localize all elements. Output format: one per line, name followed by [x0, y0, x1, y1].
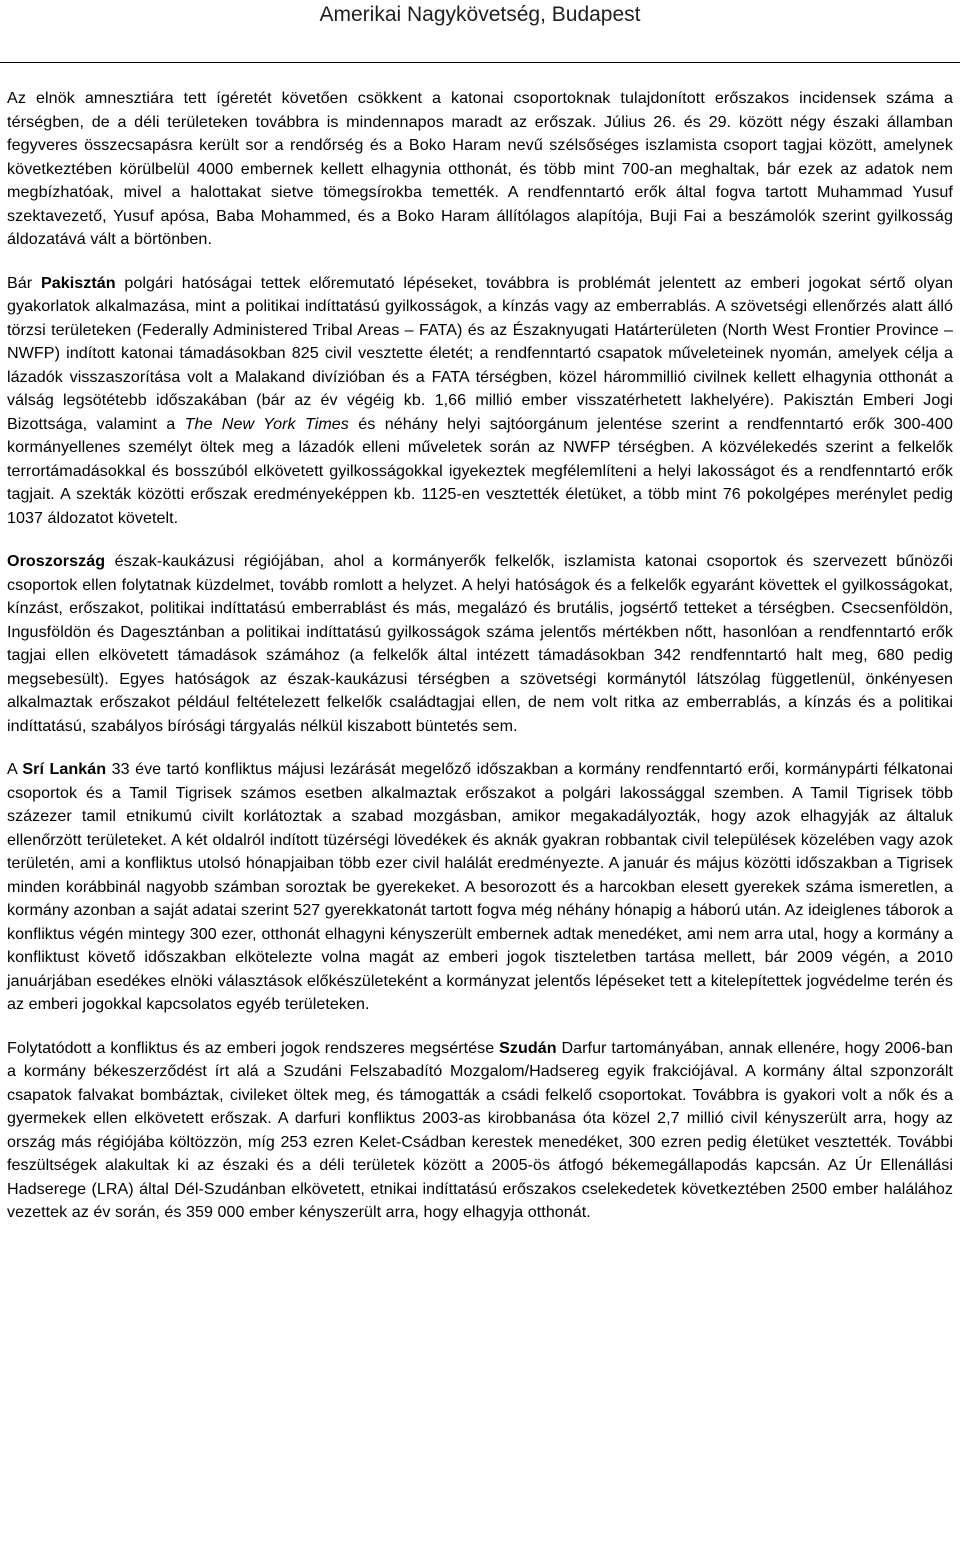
- paragraph-sudan-lead: Folytatódott a konfliktus és az emberi jogok rendszeres megsértése: [7, 1038, 500, 1057]
- paragraph-pakistan: [7, 272, 953, 531]
- paragraph-srilanka: [7, 758, 953, 1017]
- document-body: [7, 87, 953, 1245]
- paragraph-srilanka-text: 33 éve tartó konfliktus májusi lezárását megelőző időszakban a kormány rendfenntartó erői, kormánypárti félkatonai csoportok és a Tamil Tigrisek számos esetben alkalmaztak erőszakot a polgári lakossággal szemben. A Tamil Tigrisek több százezer tamil etnikumú civilt korlátoztak a szabad mozgásban, amikor megakadályozták, hogy azok elhagyják az általuk ellenőrzött területeket. A két oldalról indított tüzérségi lövedékek és aknák gyakran robbantak civil települések közelében vagy azok területén, ami a konfliktus utolsó hónapjaiban több ezer civil halálát eredményezte. A január és május közötti időszakban a Tigrisek minden korábbinál nagyobb számban soroztak be gyerekeket. A besorozott és a harcokban elesett gyerekek száma ismeretlen, a kormány azonban a saját adatai szerint 527 gyerekkatonát tartott fogva még néhány hónapig a háború után. Az ideiglenes táborok a konfliktus végén mintegy 300 ezer, otthonát elhagyni kényszerült embernek adtak menedéket, ami nem arra utal, hogy a kormány a konfliktust követő időszakban elkötelezte volna magát az emberi jogok tiszteletben tartása mellett, bár 2009 végén, a 2010 januárjában esedékes elnöki választások előkészületeként a kormányzat jelentős lépéseket tett a kitelepítettek jogvédelme terén és az emberi jogokkal kapcsolatos egyéb területeken.: [7, 760, 954, 1013]
- header-divider: [0, 62, 960, 63]
- country-name-sudan: Szudán: [499, 1038, 557, 1057]
- country-name-srilanka: Srí Lankán: [22, 760, 107, 778]
- page-header: [0, 0, 960, 64]
- paragraph-srilanka-lead: A: [7, 760, 23, 778]
- paragraph-sudan: [7, 1037, 953, 1225]
- paragraph-nigeria: [7, 87, 953, 252]
- header-title: Amerikai Nagykövetség, Budapest: [319, 3, 641, 26]
- paragraph-nigeria-text: Az elnök amnesztiára tett ígéretét követően csökkent a katonai csoportoknak tulajdonított erőszakos incidensek száma a térségben, de a déli területeken továbbra is mindennapos maradt az erőszak. Július 26. és 29. között négy északi államban fegyveres összecsapásra került sor a rendőrség és a Boko Haram nevű szélsőséges iszlamista csoport tagjai között, amelynek következtében körülbelül 4000 embernek kellett elhagynia otthonát, és több mint 700-an meghaltak, bár ezek az adatok nem megbízhatóak, mivel a halottakat sietve tömegsírokba temették. A rendfenntartó erők által fogva tartott Muhammad Yusuf szektavezető, Yusuf apósa, Baba Mohammed, és a Boko Haram állítólagos alapítója, Buji Fai a beszámolók szerint gyilkosság áldozatává vált a börtönben.: [7, 89, 953, 248]
- newspaper-title: The New York Times: [184, 414, 349, 433]
- paragraph-russia: [7, 550, 953, 738]
- paragraph-russia-text: észak-kaukázusi régiójában, ahol a kormányerők felkelők, iszlamista katonai csoportok és szervezett bűnözői csoportok ellen folytatnak küzdelmet, tovább romlott a helyzet. A helyi hatóságok és a felkelők egyaránt követtek el gyilkosságokat, kínzást, erőszakot, politikai indíttatású emberrablást és más, megalázó és brutális, jogsértő tetteket a térségben. Csecsenföldön, Ingusföldön és Dagesztánban a politikai indíttatású gyilkosságok száma jelentős mértékben nőtt, hasonlóan a rendfenntartó erők tagjai ellen elkövetett támadások számához (a felkelők által intézett támadásokban 342 rendfenntartó halt meg, 680 pedig megsebesült). Egyes hatóságok az észak-kaukázusi térségben a szövetségi kormánytól látszólag függetlenül, önkényesen alkalmaztak erőszakot például feltételezett felkelők családtagjai ellen, de nem volt ritka az emberrablás, a kínzás és a politikai indíttatású, szabályos bírósági tárgyalás nélkül kiszabott büntetés sem.: [7, 552, 953, 735]
- paragraph-pakistan-text-a: polgári hatóságai tettek előremutató lépéseket, továbbra is problémát jelentett az emberi jogokat sértő olyan gyakorlatok alkalmazása, mint a politikai indíttatású gyilkosságok, a kínzás vagy az emberrablás. A szövetségi ellenőrzés alatt álló törzsi területeken (Federally Administered Tribal Areas – FATA) és az Északnyugati Határterületen (North West Frontier Province – NWFP) indított katonai támadásokban 825 civil vesztette életét; a rendfenntartó csapatok műveleteinek nyomán, amelyek célja a lázadók visszaszorítása volt a Malakand divízióban és a FATA térségben, közel hárommillió civilnek kellett elhagynia otthonát a válság legsötétebb időszakában (bár az év végéig kb. 1,66 millió ember visszatérhetett lakhelyére). Pakisztán Emberi Jogi Bizottsága, valamint a: [7, 273, 954, 433]
- country-name-russia: Oroszország: [7, 552, 106, 570]
- paragraph-sudan-text: Darfur tartományában, annak ellenére, hogy 2006-ban a kormány békeszerződést írt alá a Szudáni Felszabadító Mozgalom/Hadsereg egyik frakciójával. A kormány által szponzorált csapatok falvakat bombáztak, civileket öltek meg, és támogatták a csádi felkelő csoportokat. Továbbra is gyakori volt a nők és a gyermekek ellen elkövetett erőszak. A darfuri konfliktus 2003-as kirobbanása óta közel 2,7 millió civil kényszerült arra, hogy az ország más régiójába költözzön, míg 253 ezren Kelet-Csádban kerestek menedéket, 300 ezren pedig életüket vesztették. További feszültségek alakultak ki az északi és a déli területek között a 2005-ös átfogó békemegállapodás kapcsán. Az Úr Ellenállási Hadserege (LRA) által Dél-Szudánban elkövetett, etnikai indíttatású erőszakos cselekedetek következtében 2500 ember halálához vezettek az év során, és 359 000 ember kényszerült arra, hogy elhagyja otthonát.: [7, 1038, 953, 1221]
- paragraph-pakistan-lead: Bár: [7, 273, 41, 292]
- paragraph-pakistan-text-b: és néhány helyi sajtóorgánum jelentése szerint a rendfenntartó erők 300-400 kormányellenes személyt öltek meg a lázadók elleni műveletek során az NWFP térségben. A közvélekedés szerint a felkelők terrortámadásokkal és bosszúból elkövetett gyilkosságokkal igyekeztek megfélemlíteni a helyi lakosságot és a rendfenntartó erők tagjait. A szekták közötti erőszak eredményeképpen kb. 1125-en vesztették életüket, a több mint 76 pokolgépes merénylet pedig 1037 áldozatot követelt.: [7, 414, 954, 527]
- country-name-pakistan: Pakisztán: [40, 273, 116, 292]
